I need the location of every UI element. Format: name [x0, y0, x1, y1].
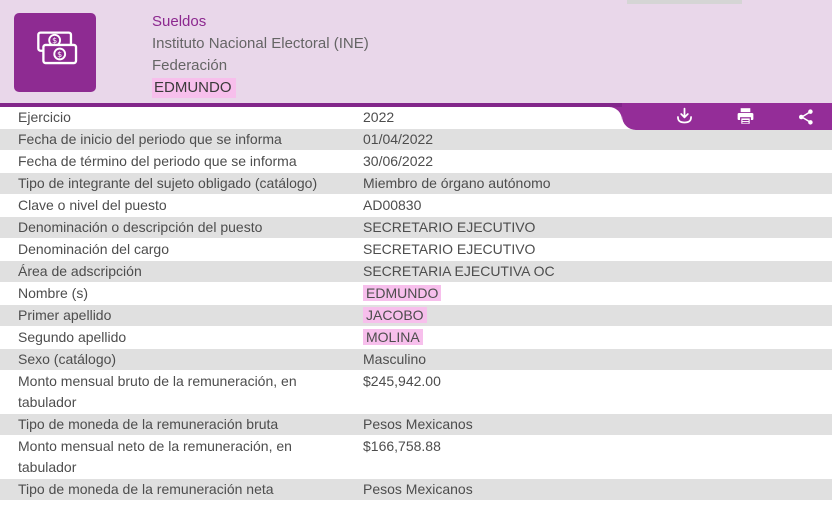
- record-header: [0, 0, 832, 103]
- row-label: Tipo de moneda de la remuneración neta: [18, 481, 274, 497]
- row-label: Área de adscripción: [18, 263, 142, 279]
- salary-table: [0, 107, 832, 501]
- row-label: Primer apellido: [18, 307, 112, 323]
- table-row: [0, 436, 832, 479]
- table-row: [0, 239, 832, 261]
- table-row: [0, 327, 832, 349]
- row-value: 2022: [363, 109, 395, 125]
- actions-bar: [622, 103, 832, 130]
- row-label: Tipo de integrante del sujeto obligado (catálogo): [18, 175, 318, 191]
- row-label: Denominación del cargo: [18, 241, 169, 257]
- header-text-block: [152, 11, 369, 99]
- row-value: $245,942.00: [363, 373, 441, 389]
- row-label: Monto mensual bruto de la remuneración, en tabulador: [18, 373, 297, 410]
- table-row: [0, 414, 832, 436]
- share-icon[interactable]: [794, 106, 818, 128]
- row-label: Sexo (catálogo): [18, 351, 117, 367]
- row-value: 30/06/2022: [363, 153, 434, 169]
- row-value: [363, 327, 832, 348]
- row-value: $166,758.88: [363, 438, 441, 454]
- highlighted-value: EDMUNDO: [363, 285, 441, 301]
- actions-bar-corner-notch: [609, 107, 622, 120]
- row-value: Miembro de órgano autónomo: [363, 175, 551, 191]
- table-row: [0, 151, 832, 173]
- row-value: [363, 305, 832, 326]
- row-label: Fecha de inicio del periodo que se informa: [18, 131, 282, 147]
- highlighted-search-term: EDMUNDO: [152, 78, 236, 98]
- row-label: Nombre (s): [18, 285, 89, 301]
- jurisdiction-label: Federación: [152, 57, 228, 74]
- table-row: [0, 129, 832, 151]
- record-type-title: Sueldos: [152, 13, 207, 30]
- table-row: [0, 173, 832, 195]
- table-row: [0, 195, 832, 217]
- money-bills-icon: [24, 21, 86, 84]
- row-label: Ejercicio: [18, 109, 71, 125]
- table-row: [0, 371, 832, 414]
- row-value: SECRETARIO EJECUTIVO: [363, 241, 536, 257]
- highlighted-value: MOLINA: [363, 329, 423, 345]
- svg-text:$: $: [57, 49, 63, 59]
- print-icon[interactable]: [733, 106, 757, 128]
- top-gray-strip: [627, 0, 742, 4]
- table-row: [0, 261, 832, 283]
- row-value: Pesos Mexicanos: [363, 416, 473, 432]
- svg-text:$: $: [52, 36, 58, 46]
- row-value: 01/04/2022: [363, 131, 434, 147]
- row-value: SECRETARIA EJECUTIVA OC: [363, 263, 555, 279]
- row-label: Denominación o descripción del puesto: [18, 219, 263, 235]
- row-value: Pesos Mexicanos: [363, 481, 473, 497]
- row-label: Tipo de moneda de la remuneración bruta: [18, 416, 279, 432]
- row-label: Segundo apellido: [18, 329, 127, 345]
- row-value: [363, 283, 832, 304]
- row-label: Fecha de término del periodo que se informa: [18, 153, 297, 169]
- row-value: SECRETARIO EJECUTIVO: [363, 219, 536, 235]
- table-row: [0, 349, 832, 371]
- download-icon[interactable]: [672, 106, 696, 128]
- table-row: [0, 283, 832, 305]
- table-row: [0, 479, 832, 501]
- row-value: Masculino: [363, 351, 427, 367]
- row-label: Clave o nivel del puesto: [18, 197, 167, 213]
- row-value: AD00830: [363, 197, 422, 213]
- money-bills-icon-tile: [14, 13, 96, 92]
- table-row: [0, 217, 832, 239]
- institution-name: Instituto Nacional Electoral (INE): [152, 35, 369, 52]
- row-label: Monto mensual neto de la remuneración, en tabulador: [18, 438, 292, 475]
- table-row: [0, 305, 832, 327]
- highlighted-value: JACOBO: [363, 307, 427, 323]
